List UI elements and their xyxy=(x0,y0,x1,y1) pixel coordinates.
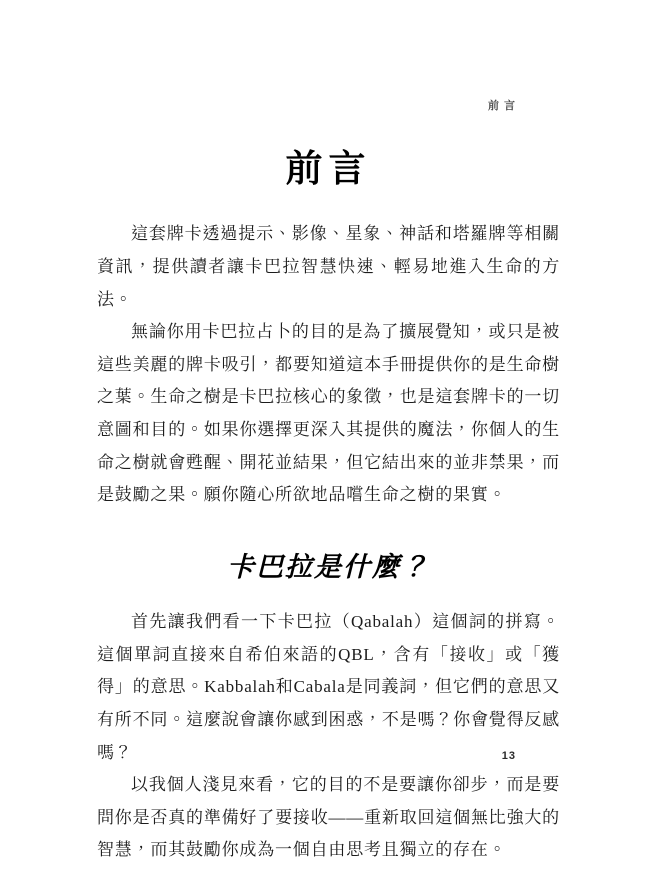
page-title: 前言 xyxy=(285,149,372,190)
paragraph: 無論你用卡巴拉占卜的目的是為了擴展覺知，或只是被這些美麗的牌卡吸引，都要知道這本手冊提供你的是生命樹之葉。生命之樹是卡巴拉核心的象徵，也是這套牌卡的一切意圖和目的。如果你選擇更深入其提供的魔法，你個人的生命之樹就會甦醒、開花並結果，但它結出來的並非禁果，而是鼓勵之果。願你隨心所欲地品嚐生命之樹的果實。 xyxy=(97,322,560,505)
page-number: 13 xyxy=(501,750,516,762)
paragraph: 這套牌卡透過提示、影像、星象、神話和塔羅牌等相關資訊，提供讀者讓卡巴拉智慧快速、輕易地進入生命的方法。 xyxy=(97,224,560,309)
paragraph: 首先讓我們看一下卡巴拉（Qabalah）這個詞的拼寫。這個單詞直接來自希伯來語的QBL，含有「接收」或「獲得」的意思。Kabbalah和Cabala是同義詞，但它們的意思又有所不同。這麼說會讓你感到困惑，不是嗎？你會覺得反感嗎？ xyxy=(97,612,560,762)
paragraph: 以我個人淺見來看，它的目的不是要讓你卻步，而是要問你是否真的準備好了要接收——重新取回這個無比強大的智慧，而其鼓勵你成為一個自由思考且獨立的存在。 xyxy=(97,775,560,860)
section-body xyxy=(97,606,560,867)
running-header: 前言 xyxy=(488,100,520,112)
page-content xyxy=(97,0,560,867)
intro-section xyxy=(97,218,560,511)
section-heading: 卡巴拉是什麼？ xyxy=(227,551,430,582)
